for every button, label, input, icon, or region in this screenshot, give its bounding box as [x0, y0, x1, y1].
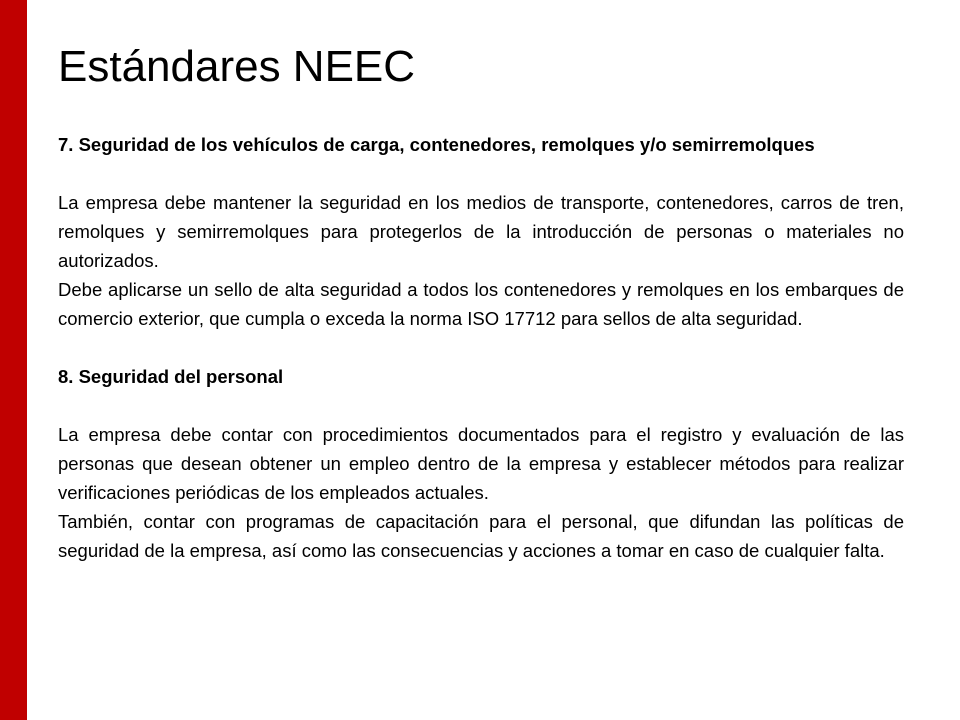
- slide-content: [58, 130, 904, 565]
- paragraph-transport-security: La empresa debe mantener la seguridad en los medios de transporte, contenedores, carros de tren, remolques y semirremolques para protegerlos de la introducción de personas o materiales no autorizados.: [58, 192, 904, 271]
- spacer: [58, 159, 904, 188]
- paragraph-personnel-procedures: La empresa debe contar con procedimientos documentados para el registro y evaluación de las personas que desean obtener un empleo dentro de la empresa y establecer métodos para realizar verificaciones periódicas de los empleados actuales.: [58, 424, 904, 503]
- slide-title: Estándares NEEC: [58, 42, 416, 91]
- left-accent-bar: [0, 0, 27, 720]
- paragraph-training-programs: También, contar con programas de capacitación para el personal, que difundan las políticas de seguridad de la empresa, así como las consecuencias y acciones a tomar en caso de cualquier falta.: [58, 511, 904, 561]
- spacer: [58, 391, 904, 420]
- section-heading-vehicle-security: 7. Seguridad de los vehículos de carga, contenedores, remolques y/o semirremolques: [58, 134, 815, 155]
- paragraph-high-security-seal: Debe aplicarse un sello de alta seguridad a todos los contenedores y remolques en los embarques de comercio exterior, que cumpla o exceda la norma ISO 17712 para sellos de alta seguridad.: [58, 279, 904, 329]
- section-heading-personnel-security: 8. Seguridad del personal: [58, 366, 284, 387]
- spacer: [58, 333, 904, 362]
